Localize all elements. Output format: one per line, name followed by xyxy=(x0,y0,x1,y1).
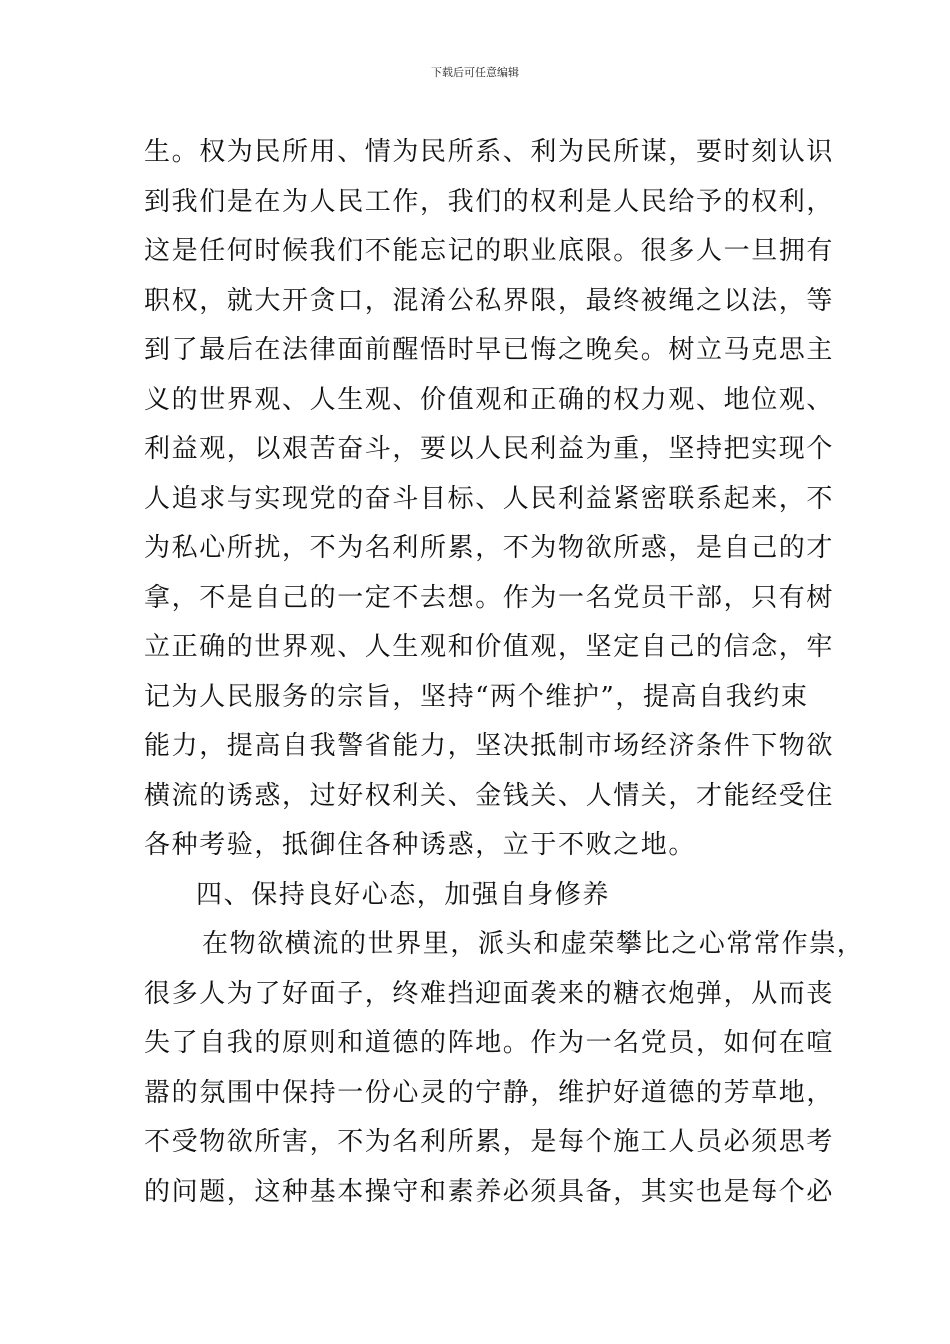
text-line: 这是任何时候我们不能忘记的职业底限。很多人一旦拥有 xyxy=(144,236,835,266)
text-line: 义的世界观、人生观、价值观和正确的权力观、地位观、 xyxy=(144,384,835,415)
text-line: 到我们是在为人民工作，我们的权利是人民给予的权利， xyxy=(144,186,835,217)
text-line: 失了自我的原则和道德的阵地。作为一名党员，如何在喧 xyxy=(144,1028,835,1058)
text-line: 人追求与实现党的奋斗目标、人民利益紧密联系起来，不 xyxy=(144,483,835,514)
text-line: 横流的诱惑，过好权利关、金钱关、人情关，才能经受住 xyxy=(144,780,835,811)
text-line: 嚣的氛围中保持一份心灵的宁静，维护好道德的芳草地， xyxy=(144,1077,835,1108)
text-line: 能力，提高自我警省能力，坚决抵制市场经济条件下物欲 xyxy=(144,731,835,761)
text-line: 生。权为民所用、情为民所系、利为民所谋，要时刻认识 xyxy=(144,137,835,167)
text-line: 为私心所扰，不为名利所累，不为物欲所惑，是自己的才 xyxy=(144,533,835,563)
text-line: 立正确的世界观、人生观和价值观，坚定自己的信念，牢 xyxy=(144,632,835,662)
text-line: 不受物欲所害，不为名利所累，是每个施工人员必须思考 xyxy=(144,1127,835,1157)
text-line: 在物欲横流的世界里，派头和虚荣攀比之心常常作祟， xyxy=(202,929,865,959)
body-text xyxy=(144,128,865,1217)
text-line: 记为人民服务的宗旨，坚持“两个维护”，提高自我约束 xyxy=(144,681,809,712)
page-header: 下载后可任意编辑 xyxy=(431,66,519,79)
text-line: 很多人为了好面子，终难挡迎面袭来的糖衣炮弹，从而丧 xyxy=(144,978,835,1009)
text-line: 到了最后在法律面前醒悟时早已悔之晚矣。树立马克思主 xyxy=(144,335,835,365)
section-heading: 四、保持良好心态，加强自身修养 xyxy=(196,879,611,910)
text-line: 拿，不是自己的一定不去想。作为一名党员干部，只有树 xyxy=(144,582,835,613)
text-line: 职权，就大开贪口，混淆公私界限，最终被绳之以法，等 xyxy=(144,285,835,316)
text-line: 的问题，这种基本操守和素养必须具备，其实也是每个必 xyxy=(144,1176,835,1207)
text-line: 各种考验，抵御住各种诱惑，立于不败之地。 xyxy=(144,830,697,860)
text-line: 利益观，以艰苦奋斗，要以人民利益为重，坚持把实现个 xyxy=(144,434,835,464)
